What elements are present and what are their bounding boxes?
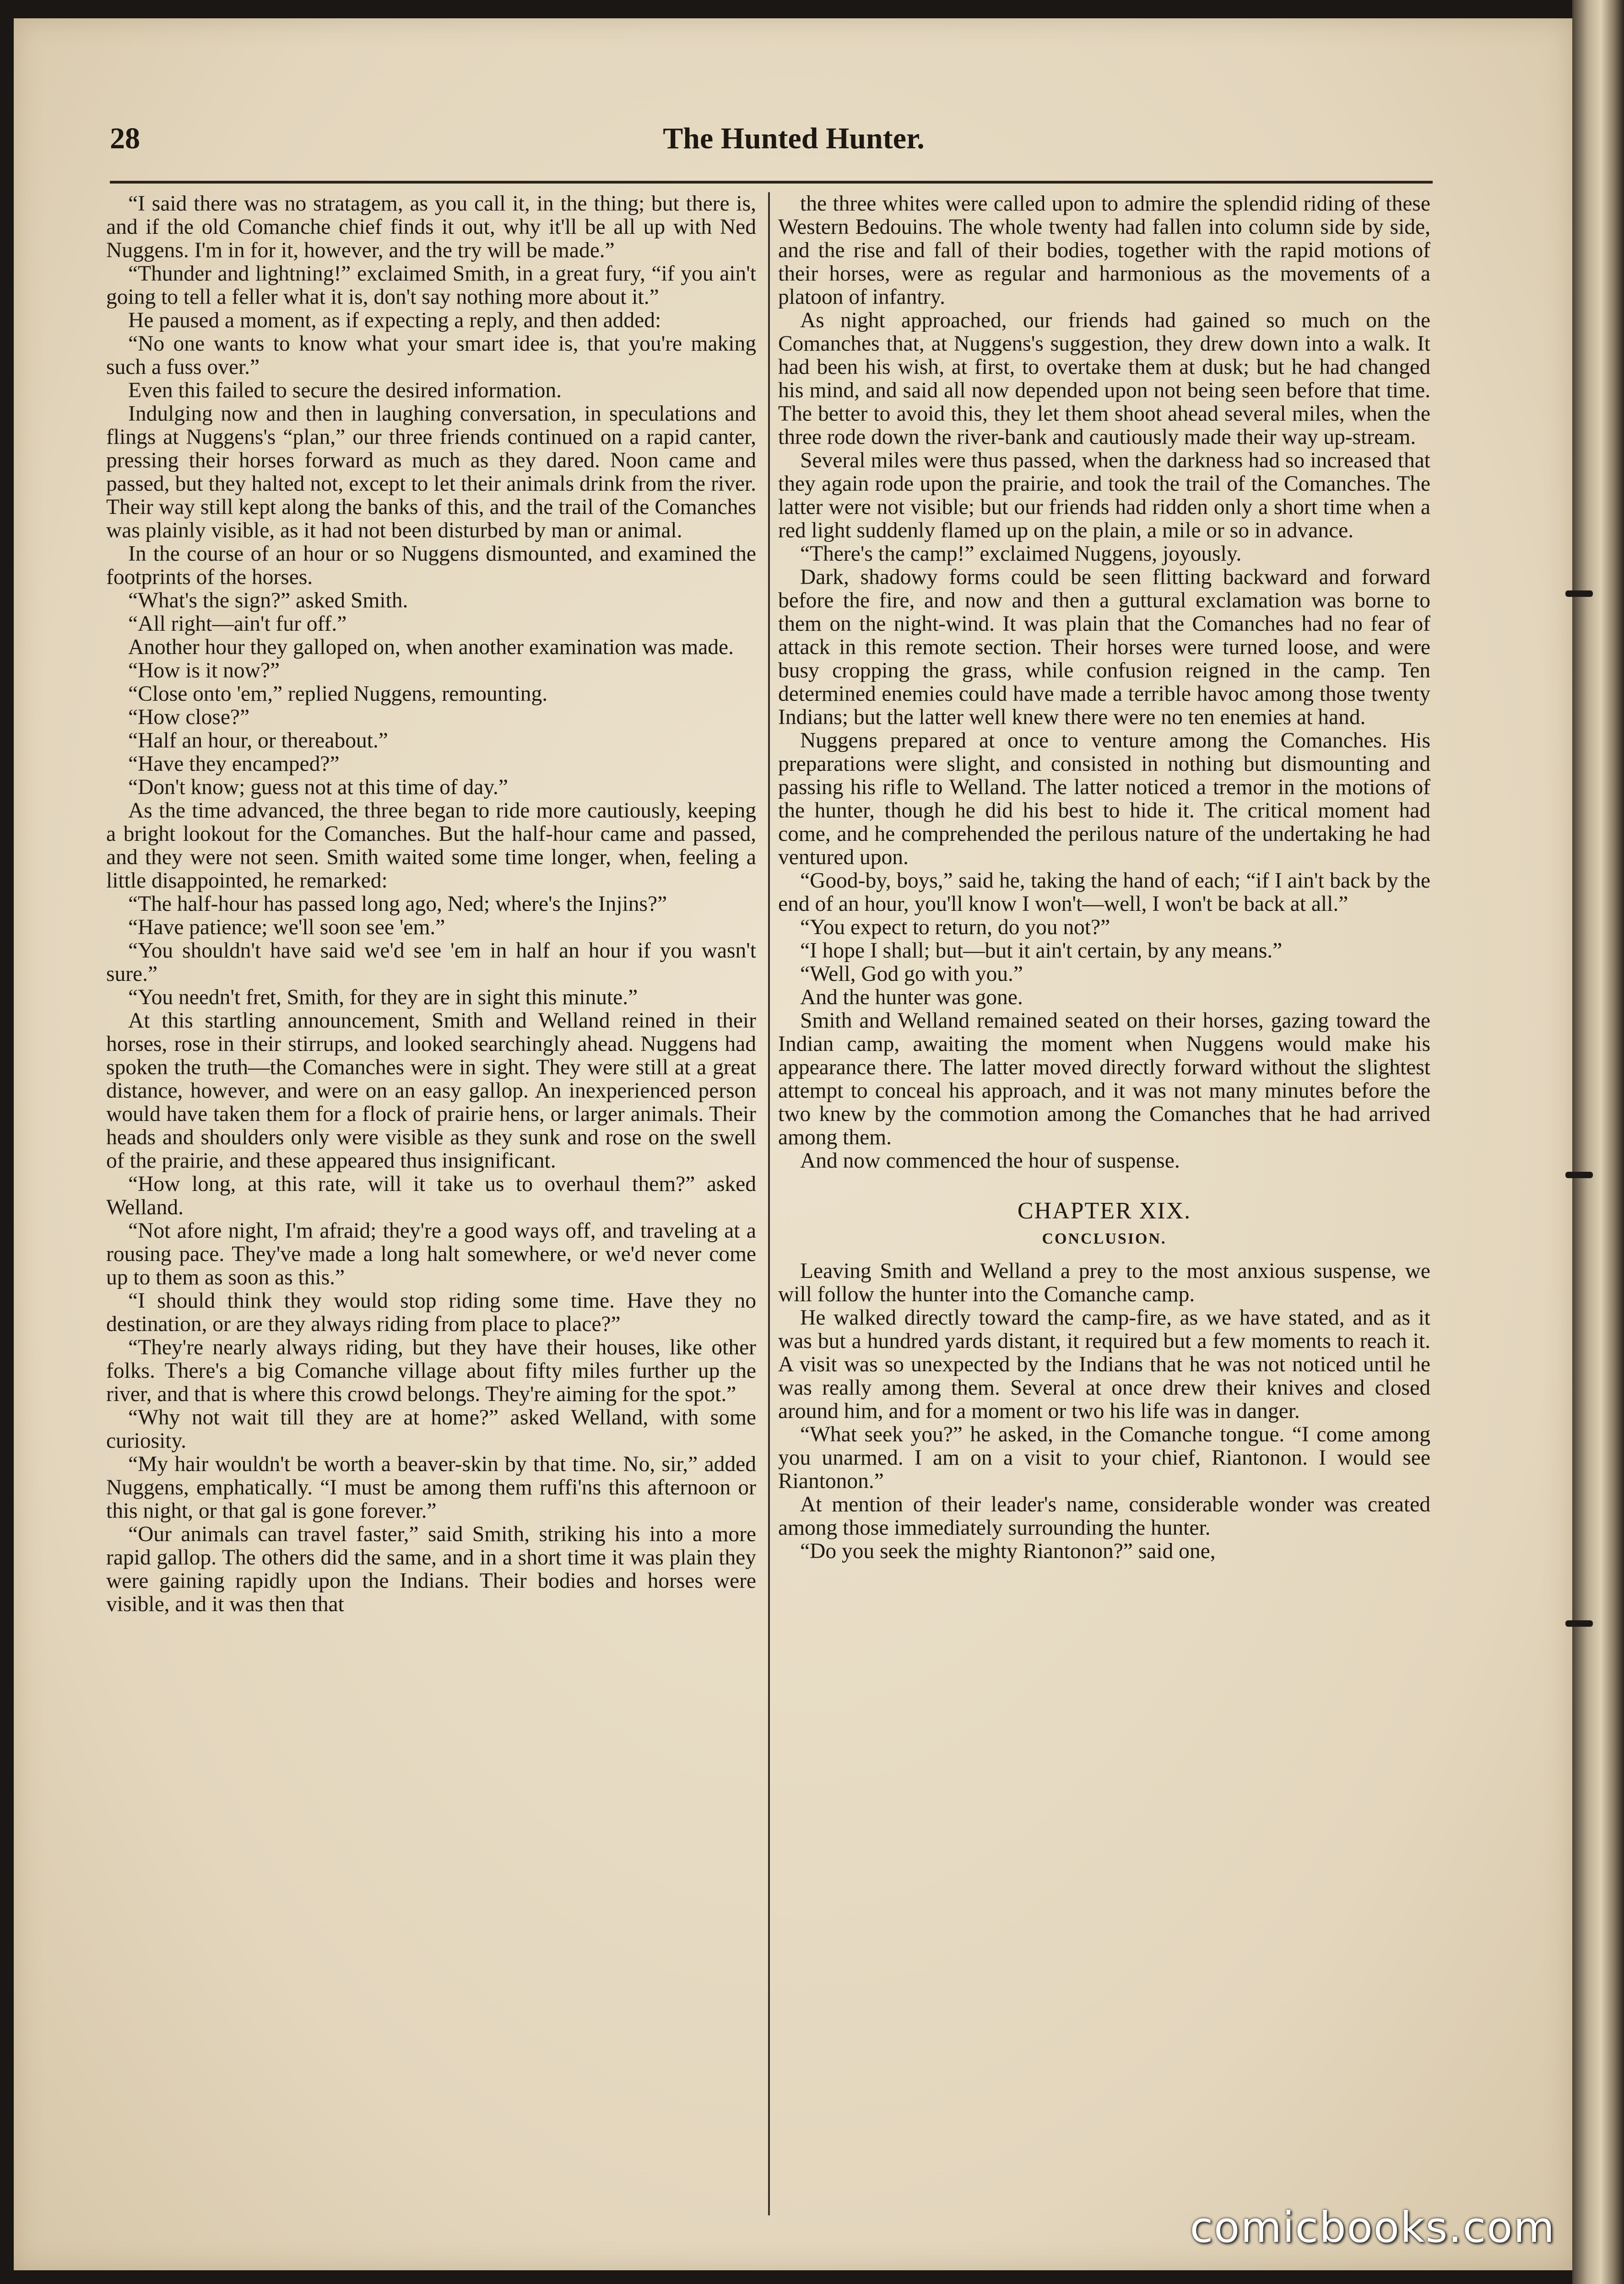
- paragraph: “Close onto 'em,” replied Nuggens, remounting.: [128, 682, 548, 706]
- paragraph: As the time advanced, the three began to ride more cautiously, keeping a bright lookout for the Comanches. But the half-hour came and passed, and they were not seen. Smith waited some time longer, when, feeling a little disappointed, he remarked:: [106, 799, 756, 893]
- binding-stitch: [1565, 1172, 1593, 1178]
- left-column: [106, 192, 756, 1616]
- paragraph: “You expect to return, do you not?”: [800, 915, 1110, 939]
- paragraph: “What's the sign?” asked Smith.: [128, 589, 408, 612]
- book-spine: [1572, 0, 1624, 2284]
- binding-stitch: [1565, 590, 1593, 597]
- paragraph: “You shouldn't have said we'd see 'em in half an hour if you wasn't sure.”: [106, 939, 756, 986]
- column-divider: [768, 192, 770, 2215]
- paragraph: “I said there was no stratagem, as you call it, in the thing; but there is, and if the old Comanche chief finds it out, why it'll be all up with Ned Nuggens. I'm in for it, however, and the try will be made.”: [106, 192, 756, 262]
- paragraph: In the course of an hour or so Nuggens dismounted, and examined the footprints of the horses.: [106, 542, 756, 589]
- paragraph: “Have they encamped?”: [128, 752, 340, 776]
- paragraph: “How is it now?”: [128, 659, 280, 682]
- chapter-subtitle: CONCLUSION.: [1042, 1230, 1167, 1247]
- binding-stitch: [1565, 1620, 1593, 1627]
- paragraph: “Have patience; we'll soon see 'em.”: [128, 915, 445, 939]
- paragraph: Indulging now and then in laughing conversation, in speculations and flings at Nuggens's “plan,” our three friends continued on a rapid canter, pressing their horses forward as much as they dared. Noon came and passed, but they halted not, except to let their animals drink from the river. Their way still kept along the banks of this, and the trail of the Comanches was plainly visible, as it had not been disturbed by man or animal.: [106, 402, 756, 542]
- page-header: [110, 121, 1478, 172]
- page-number: 28: [110, 122, 140, 155]
- paragraph: At mention of their leader's name, considerable wonder was created among those immediately surrounding the hunter.: [778, 1493, 1430, 1540]
- paragraph: “I should think they would stop riding some time. Have they no destination, or are they always riding from place to place?”: [106, 1289, 756, 1336]
- paragraph: “Good-by, boys,” said he, taking the hand of each; “if I ain't back by the end of an hour, you'll know I won't—well, I won't be back at all.”: [778, 869, 1430, 916]
- paragraph: Dark, shadowy forms could be seen flitting backward and forward before the fire, and now and then a guttural exclamation was borne to them on the night-wind. It was plain that the Comanches had no fear of attack in this remote section. Their horses were turned loose, and were busy cropping the grass, while confusion reigned in the camp. Ten determined enemies could have made a terrible havoc among those twenty Indians; but the latter well knew there were no ten enemies at hand.: [778, 565, 1430, 729]
- paragraph: “All right—ain't fur off.”: [128, 612, 347, 636]
- paragraph: As night approached, our friends had gained so much on the Comanches that, at Nuggens's suggestion, they drew down into a walk. It had been his wish, at first, to overtake them at dusk; but he had changed his mind, and said all now depended upon not being seen before that time. The better to avoid this, they let them shoot ahead several miles, when the three rode down the river-bank and cautiously made their way up-stream.: [778, 309, 1430, 449]
- paragraph: Smith and Welland remained seated on their horses, gazing toward the Indian camp, awaiting the moment when Nuggens would make his appearance there. The latter moved directly forward without the slightest attempt to conceal his approach, and it was not many minutes before the two knew by the commotion among the Comanches that he had arrived among them.: [778, 1009, 1430, 1149]
- paragraph: He paused a moment, as if expecting a reply, and then added:: [128, 309, 661, 332]
- paragraph: Leaving Smith and Welland a prey to the most anxious suspense, we will follow the hunter into the Comanche camp.: [778, 1259, 1430, 1306]
- paragraph: “They're nearly always riding, but they have their houses, like other folks. There's a big Comanche village about fifty miles further up the river, and that is where this crowd belongs. They're aiming for the spot.”: [106, 1336, 756, 1406]
- paragraph: the three whites were called upon to admire the splendid riding of these Western Bedouins. The whole twenty had fallen into column side by side, and the rise and fall of their bodies, together with the rapid motions of their horses, were as regular and harmonious as the movements of a platoon of infantry.: [778, 192, 1430, 309]
- right-column-top: [778, 192, 1430, 1173]
- running-title: The Hunted Hunter.: [663, 122, 925, 155]
- paragraph: “No one wants to know what your smart idee is, that you're making such a fuss over.”: [106, 332, 756, 379]
- paragraph: “What seek you?” he asked, in the Comanche tongue. “I come among you unarmed. I am on a visit to your chief, Riantonon. I would see Riantonon.”: [778, 1423, 1430, 1493]
- paragraph: “How close?”: [128, 705, 250, 729]
- paragraph: “There's the camp!” exclaimed Nuggens, joyously.: [800, 542, 1242, 566]
- paragraph: “Thunder and lightning!” exclaimed Smith, in a great fury, “if you ain't going to tell a feller what it is, don't say nothing more about it.”: [106, 262, 756, 309]
- paragraph: “My hair wouldn't be worth a beaver-skin by that time. No, sir,” added Nuggens, emphatically. “I must be among them ruffi'ns this afternoon or this night, or that gal is gone forever.”: [106, 1452, 756, 1523]
- paragraph: “Half an hour, or thereabout.”: [128, 729, 388, 752]
- paragraph: And now commenced the hour of suspense.: [800, 1149, 1180, 1173]
- right-column-bottom: [778, 1260, 1430, 1563]
- paragraph: “Don't know; guess not at this time of day.”: [128, 775, 508, 799]
- paragraph: “You needn't fret, Smith, for they are in sight this minute.”: [128, 985, 638, 1009]
- paragraph: Several miles were thus passed, when the darkness had so increased that they again rode upon the prairie, and took the trail of the Comanches. The latter were not visible; but our friends had ridden only a short time when a red light suddenly flamed up on the plain, a mile or so in advance.: [778, 449, 1430, 542]
- paragraph: Nuggens prepared at once to venture among the Comanches. His preparations were slight, and consisted in nothing but dismounting and passing his rifle to Welland. The latter noticed a tremor in the motions of the hunter, though he did his best to hide it. The critical moment had come, and he comprehended the perilous nature of the undertaking he had ventured upon.: [778, 729, 1430, 869]
- right-column: [778, 192, 1430, 1563]
- header-rule: [110, 181, 1433, 184]
- watermark-logo: comicbooks.com: [1190, 2203, 1555, 2252]
- paragraph: At this startling announcement, Smith and Welland reined in their horses, rose in their stirrups, and looked searchingly ahead. Nuggens had spoken the truth—the Comanches were in sight. They were still at a great distance, however, and were on an easy gallop. An inexperienced person would have taken them for a flock of prairie hens, or larger animals. Their heads and shoulders only were visible as they sunk and rose on the swell of the prairie, and these appeared thus insignificant.: [106, 1009, 756, 1173]
- paragraph: “Not afore night, I'm afraid; they're a good ways off, and traveling at a rousing pace. They've made a long halt somewhere, or we'd never come up to them as soon as this.”: [106, 1219, 756, 1289]
- paragraph: “I hope I shall; but—but it ain't certain, by any means.”: [800, 939, 1283, 963]
- paragraph: “Why not wait till they are at home?” asked Welland, with some curiosity.: [106, 1406, 756, 1453]
- paragraph: “How long, at this rate, will it take us to overhaul them?” asked Welland.: [106, 1172, 756, 1219]
- paragraph: “Do you seek the mighty Riantonon?” said one,: [800, 1539, 1216, 1563]
- paragraph: “The half-hour has passed long ago, Ned; where's the Injins?”: [128, 892, 667, 916]
- paragraph: And the hunter was gone.: [800, 985, 1023, 1009]
- paragraph: “Our animals can travel faster,” said Smith, striking his into a more rapid gallop. The others did the same, and in a short time it was plain they were gaining rapidly upon the Indians. Their bodies and horses were visible, and it was then that: [106, 1522, 756, 1616]
- paragraph: Another hour they galloped on, when another examination was made.: [128, 635, 734, 659]
- chapter-title: CHAPTER XIX.: [1017, 1198, 1191, 1224]
- paragraph: “Well, God go with you.”: [800, 962, 1023, 986]
- paragraph: He walked directly toward the camp-fire, as we have stated, and as it was but a hundred yards distant, it required but a few moments to reach it. A visit was so unexpected by the Indians that he was not noticed until he was really among them. Several at once drew their knives and closed around him, and for a moment or two his life was in danger.: [778, 1306, 1430, 1423]
- paragraph: Even this failed to secure the desired information.: [128, 379, 562, 402]
